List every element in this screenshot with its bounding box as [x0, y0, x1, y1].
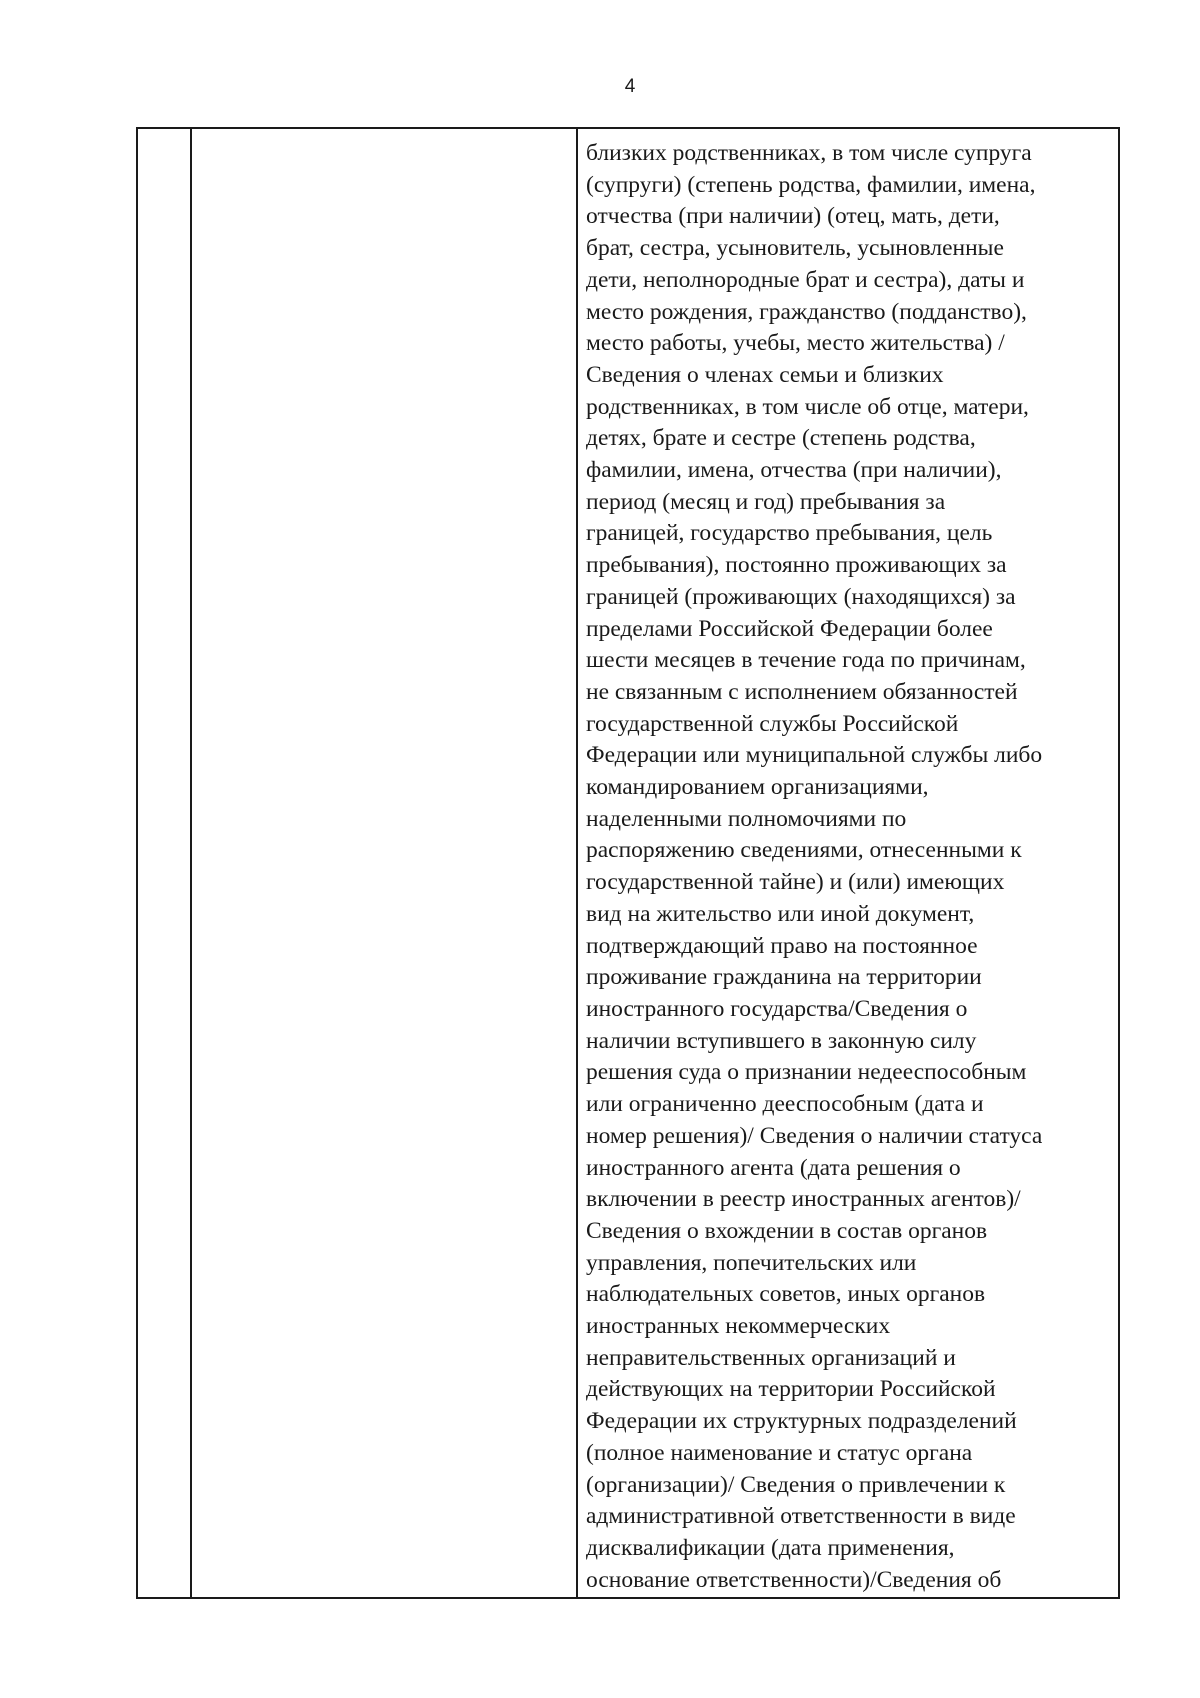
text-line: иностранного государства/Сведения о [586, 995, 968, 1022]
text-line: дисквалификации (дата применения, [586, 1534, 955, 1561]
text-line: командированием организациями, [586, 774, 929, 801]
table-row [137, 128, 1119, 1598]
text-line: вид на жительство или иной документ, [586, 900, 975, 927]
text-line: близких родственниках, в том числе супруга [586, 140, 1032, 166]
text-line: место рождения, гражданство (подданство), [586, 298, 1027, 325]
text-line: (супруги) (степень родства, фамилии, имена, [586, 171, 1036, 198]
text-line: Сведения о вхождении в состав органов [586, 1217, 988, 1244]
text-line: наличии вступившего в законную силу [586, 1027, 977, 1054]
text-line: иностранных некоммерческих [586, 1313, 891, 1340]
text-line: государственной службы Российской [586, 710, 959, 737]
text-line: фамилии, имена, отчества (при наличии), [586, 457, 1002, 484]
text-line: Федерации или муниципальной службы либо [586, 742, 1043, 769]
text-line: родственниках, в том числе об отце, матери, [586, 393, 1029, 420]
text-line: административной ответственности в виде [586, 1503, 1016, 1530]
text-line: границей (проживающих (находящихся) за [586, 583, 1016, 610]
text-line: или ограниченно дееспособным (дата и [586, 1091, 984, 1118]
text-line: не связанным с исполнением обязанностей [586, 678, 1018, 705]
text-line: пределами Российской Федерации более [586, 615, 993, 642]
text-line: действующих на территории Российской [586, 1376, 996, 1403]
text-line: наблюдательных советов, иных органов [586, 1281, 986, 1308]
text-line: проживание гражданина на территории [586, 964, 982, 991]
text-line: наделенными полномочиями по [586, 805, 907, 832]
text-line: управления, попечительских или [586, 1249, 917, 1276]
text-line: неправительственных организаций и [586, 1344, 956, 1371]
text-line: Федерации их структурных подразделений [586, 1408, 1017, 1435]
text-line: детях, брате и сестре (степень родства, [586, 425, 976, 452]
table-cell-description [577, 128, 1119, 1598]
cell-description-text [578, 129, 1118, 1596]
text-line: (полное наименование и статус органа [586, 1439, 973, 1466]
document-table [136, 127, 1120, 1599]
table-cell-number [137, 128, 191, 1598]
text-line: (организации)/ Сведения о привлечении к [586, 1471, 1006, 1498]
text-line: дети, неполнородные брат и сестра), даты и [586, 266, 1025, 293]
text-line: брат, сестра, усыновитель, усыновленные [586, 235, 1004, 262]
text-line: номер решения)/ Сведения о наличии статуса [586, 1122, 1043, 1149]
text-line: подтверждающий право на постоянное [586, 932, 978, 959]
page-number: 4 [624, 76, 636, 97]
text-line: государственной тайне) и (или) имеющих [586, 869, 1005, 896]
text-line: включении в реестр иностранных агентов)/ [586, 1186, 1021, 1213]
text-line: иностранного агента (дата решения о [586, 1154, 961, 1181]
text-line: шести месяцев в течение года по причинам, [586, 647, 1026, 674]
text-line: пребывания), постоянно проживающих за [586, 552, 1007, 579]
text-line: место работы, учебы, место жительства) / [586, 330, 1005, 357]
text-line: основание ответственности)/Сведения об [586, 1566, 1002, 1593]
table-cell-name [191, 128, 577, 1598]
text-line: отчества (при наличии) (отец, мать, дети, [586, 203, 1000, 230]
text-line: границей, государство пребывания, цель [586, 520, 993, 547]
text-line: период (месяц и год) пребывания за [586, 488, 946, 515]
text-line: Сведения о членах семьи и близких [586, 361, 944, 388]
text-line: решения суда о признании недееспособным [586, 1059, 1027, 1086]
text-line: распоряжению сведениями, отнесенными к [586, 837, 1022, 864]
